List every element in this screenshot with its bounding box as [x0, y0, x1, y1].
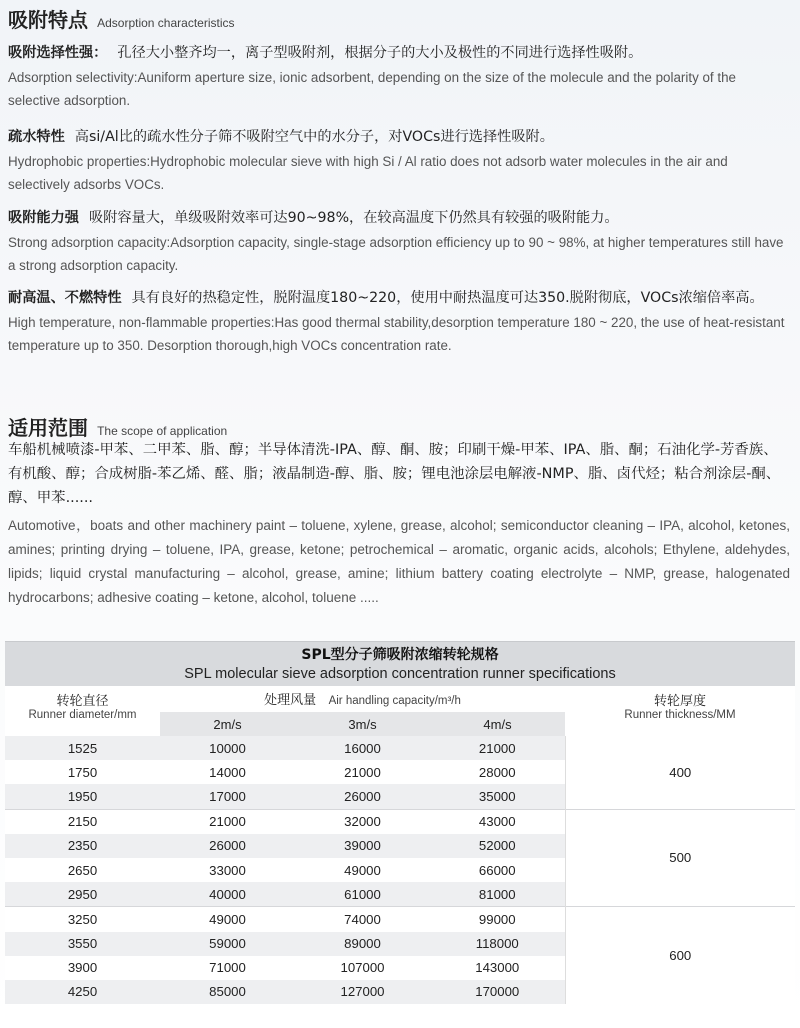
diameter-cell: 2950	[5, 882, 160, 907]
adsorption-section-title	[8, 4, 234, 33]
capacity-cell: 61000	[295, 882, 430, 907]
capacity-cell: 21000	[430, 736, 565, 760]
capacity-cell: 39000	[295, 834, 430, 858]
diameter-cell: 3900	[5, 956, 160, 980]
capacity-cell: 52000	[430, 834, 565, 858]
spec-title-zh: SPL型分子筛吸附浓缩转轮规格	[301, 647, 499, 663]
table-row	[5, 736, 795, 760]
capacity-cell: 49000	[295, 858, 430, 882]
item-en: Adsorption selectivity:Auniform aperture size, ionic adsorbent, depending on the size of the molecule and the polarity of the selective adsorption.	[8, 70, 736, 108]
item-label: 疏水特性	[8, 129, 65, 145]
capacity-cell: 81000	[430, 882, 565, 907]
adsorption-item-selectivity	[8, 42, 788, 112]
capacity-cell: 74000	[295, 907, 430, 932]
adsorption-item-capacity	[8, 207, 788, 277]
scope-section-title	[8, 412, 227, 441]
capacity-cell: 21000	[295, 760, 430, 784]
adsorption-title-en: Adsorption characteristics	[97, 16, 235, 30]
capacity-cell: 32000	[295, 809, 430, 834]
capacity-cell: 59000	[160, 932, 295, 956]
capacity-cell: 85000	[160, 980, 295, 1004]
capacity-cell: 26000	[295, 784, 430, 809]
item-en: Strong adsorption capacity:Adsorption capacity, single-stage adsorption efficiency up to 90 ~ 98%, at higher temperatures still have a strong adsorption capacity.	[8, 235, 784, 273]
adsorption-title-zh: 吸附特点	[8, 8, 88, 32]
capacity-cell: 43000	[430, 809, 565, 834]
diameter-cell: 3250	[5, 907, 160, 932]
capacity-cell: 49000	[160, 907, 295, 932]
capacity-cell: 17000	[160, 784, 295, 809]
scope-text-en: Automotive，boats and other machinery paint – toluene, xylene, grease, alcohol; semiconductor cleaning – IPA, alcohol, ketones, amines; printing drying – toluene, IPA, grease, ketone; petrochemical – aromatic, organic acids, alcohols; Ethylene, aldehydes, lipids; liquid crystal manufacturing – alcohol, grease, amine; lithium battery coating electrolyte – NMP, grease, halogenated hydrocarbons; adhesive coating – ketone, alcohol, toluene .....	[8, 518, 790, 605]
spec-grid	[5, 686, 795, 1004]
capacity-cell: 118000	[430, 932, 565, 956]
item-label: 吸附能力强	[8, 210, 79, 226]
diameter-cell: 2350	[5, 834, 160, 858]
spec-table	[5, 641, 795, 1004]
item-text: 孔径大小整齐均一，离子型吸附剂，根据分子的大小及极性的不同进行选择性吸附。	[117, 45, 643, 61]
capacity-cell: 26000	[160, 834, 295, 858]
diameter-cell: 2650	[5, 858, 160, 882]
table-row	[5, 907, 795, 932]
capacity-cell: 66000	[430, 858, 565, 882]
thickness-cell: 500	[565, 809, 795, 907]
thickness-cell: 600	[565, 907, 795, 1004]
diameter-cell: 1750	[5, 760, 160, 784]
speed-4ms: 4m/s	[430, 712, 565, 736]
item-text: 高si/Al比的疏水性分子筛不吸附空气中的水分子，对VOCs进行选择性吸附。	[74, 129, 554, 145]
thickness-header: 转轮厚度 Runner thickness/MM	[624, 694, 736, 721]
diameter-cell: 1525	[5, 736, 160, 760]
diameter-cell: 2150	[5, 809, 160, 834]
capacity-cell: 107000	[295, 956, 430, 980]
capacity-cell: 14000	[160, 760, 295, 784]
speed-2ms: 2m/s	[160, 712, 295, 736]
speed-3ms: 3m/s	[295, 712, 430, 736]
capacity-cell: 143000	[430, 956, 565, 980]
capacity-cell: 71000	[160, 956, 295, 980]
capacity-cell: 10000	[160, 736, 295, 760]
scope-title-en: The scope of application	[97, 424, 228, 438]
air-capacity-header: 处理风量 Air handling capacity/m³/h	[264, 693, 461, 709]
capacity-cell: 170000	[430, 980, 565, 1004]
capacity-cell: 99000	[430, 907, 565, 932]
capacity-cell: 127000	[295, 980, 430, 1004]
capacity-cell: 40000	[160, 882, 295, 907]
table-row	[5, 809, 795, 834]
item-text: 吸附容量大，单级吸附效率可达90~98%，在较高温度下仍然具有较强的吸附能力。	[88, 210, 619, 226]
scope-title-zh: 适用范围	[8, 416, 88, 440]
diameter-cell: 1950	[5, 784, 160, 809]
adsorption-item-heat-resistance	[8, 287, 788, 357]
item-text: 具有良好的热稳定性，脱附温度180~220，使用中耐热温度可达350.脱附彻底，VOCs浓缩倍率高。	[131, 290, 764, 306]
adsorption-item-hydrophobic	[8, 126, 788, 196]
capacity-cell: 16000	[295, 736, 430, 760]
capacity-cell: 28000	[430, 760, 565, 784]
item-label: 吸附选择性强：	[8, 45, 108, 61]
spec-title-en: SPL molecular sieve adsorption concentration runner specifications	[184, 666, 616, 682]
item-en: High temperature, non-flammable properties:Has good thermal stability,desorption temperature 180 ~ 220, the use of heat-resistant temperature up to 350. Desorption thorough,high VOCs concentration rate.	[8, 315, 785, 353]
capacity-cell: 21000	[160, 809, 295, 834]
thickness-cell: 400	[565, 736, 795, 809]
capacity-cell: 89000	[295, 932, 430, 956]
diameter-cell: 3550	[5, 932, 160, 956]
scope-text-zh: 车船机械喷漆-甲苯、二甲苯、脂、醇；半导体清洗-IPA、醇、酮、胺；印刷干燥-甲苯、IPA、脂、酮；石油化学-芳香族、有机酸、醇；合成树脂-苯乙烯、醛、脂；液晶制造-醇、脂、胺；锂电池涂层电解液-NMP、脂、卤代烃；粘合剂涂层-酮、醇、甲苯......	[8, 442, 781, 506]
item-label: 耐高温、不燃特性	[8, 290, 122, 306]
capacity-cell: 33000	[160, 858, 295, 882]
diameter-header: 转轮直径 Runner diameter/mm	[28, 694, 137, 721]
spec-table-header	[5, 641, 795, 686]
capacity-cell: 35000	[430, 784, 565, 809]
item-en: Hydrophobic properties:Hydrophobic molecular sieve with high Si / Al ratio does not adsorb water molecules in the air and selectively adsorbs VOCs.	[8, 154, 728, 192]
diameter-cell: 4250	[5, 980, 160, 1004]
